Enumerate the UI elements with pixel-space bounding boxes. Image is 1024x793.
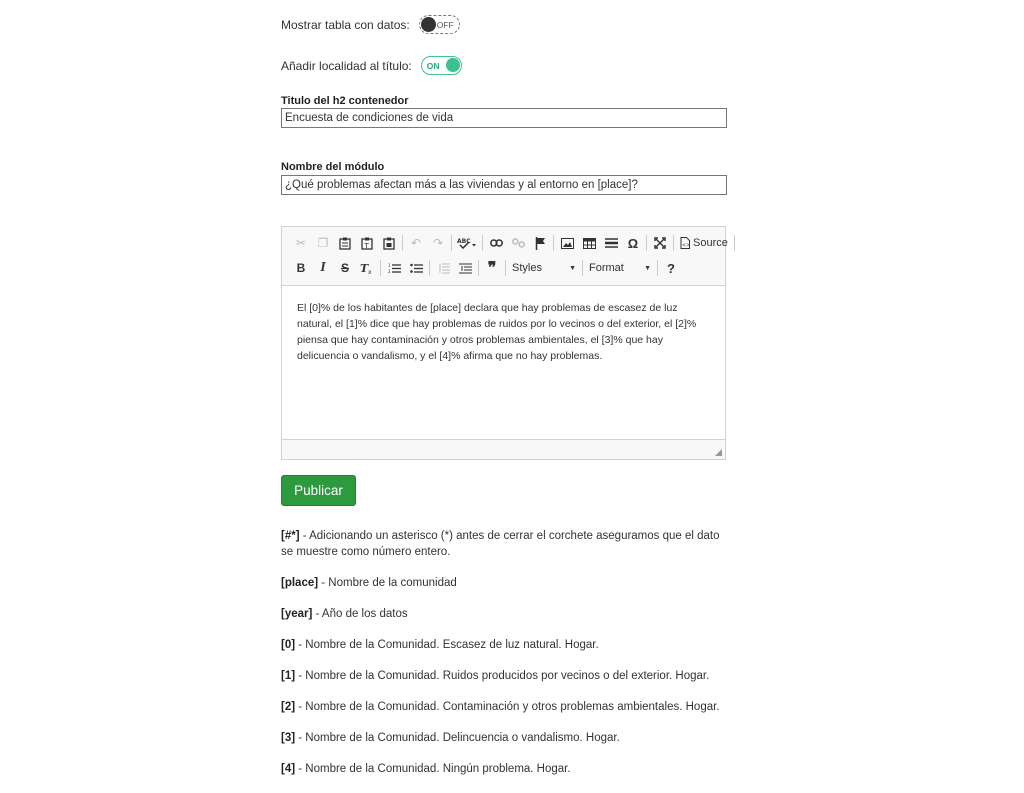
toolbar-separator (402, 235, 403, 251)
toolbar-separator (673, 235, 674, 251)
styles-label: Styles (512, 262, 542, 274)
toolbar-separator (505, 260, 506, 276)
legend-item (281, 529, 727, 560)
legend-key: [4] (281, 762, 296, 775)
source-icon (680, 237, 690, 249)
image-icon[interactable] (556, 232, 578, 254)
h2-title-input[interactable] (281, 108, 727, 128)
toolbar-separator (429, 260, 430, 276)
strike-button[interactable]: S (340, 261, 349, 275)
format-dropdown[interactable] (585, 258, 655, 278)
toolbar-separator (734, 235, 735, 251)
legend-item (281, 669, 727, 685)
show-table-row (281, 15, 460, 34)
legend-key: [1] (281, 669, 296, 682)
anchor-flag-icon[interactable] (529, 232, 551, 254)
svg-text:x: x (368, 269, 372, 274)
help-button[interactable]: ? (667, 260, 675, 276)
legend-key: [#*] (281, 530, 300, 542)
h2-title-label: Titulo del h2 contenedor (281, 95, 409, 107)
legend-item (281, 638, 727, 654)
paste-icon[interactable] (334, 232, 356, 254)
source-button[interactable] (676, 232, 732, 254)
bulleted-list-icon[interactable] (405, 257, 427, 279)
legend-text: - Nombre de la Comunidad. Contaminación y otros problemas ambientales. Hogar. (295, 700, 720, 713)
editor-toolbar (282, 227, 728, 286)
table-icon[interactable] (578, 232, 600, 254)
legend-item (281, 700, 727, 716)
unlink-icon[interactable] (507, 232, 529, 254)
redo-icon[interactable]: ↷ (432, 236, 444, 250)
copy-icon[interactable]: ❐ (317, 236, 329, 250)
add-locality-toggle[interactable] (421, 56, 462, 75)
svg-text:2: 2 (387, 268, 391, 274)
placeholder-legend (281, 529, 727, 793)
link-icon[interactable] (485, 232, 507, 254)
legend-text: - Nombre de la Comunidad. Escasez de luz natural. Hogar. (295, 638, 599, 651)
editor-status-bar (282, 439, 725, 459)
legend-text: - Nombre de la comunidad (318, 576, 457, 589)
toolbar-separator (657, 260, 658, 276)
add-locality-row (281, 56, 462, 75)
paste-word-icon[interactable] (378, 232, 400, 254)
svg-text:T: T (360, 262, 369, 274)
legend-key: [year] (281, 607, 313, 620)
toolbar-separator (380, 260, 381, 276)
publish-button[interactable]: Publicar (281, 475, 356, 506)
chevron-down-icon: ▼ (644, 264, 651, 272)
maximize-icon[interactable] (649, 232, 671, 254)
toolbar-separator (478, 260, 479, 276)
toolbar-separator (482, 235, 483, 251)
bold-button[interactable]: B (296, 261, 306, 275)
module-name-label: Nombre del módulo (281, 161, 385, 173)
legend-item (281, 607, 727, 623)
spellcheck-icon[interactable] (454, 232, 480, 254)
rich-text-editor (281, 226, 726, 460)
italic-button[interactable]: I (320, 260, 326, 275)
svg-text:ABC: ABC (457, 238, 471, 245)
format-label: Format (589, 262, 624, 274)
blockquote-icon[interactable]: ❞ (487, 260, 497, 277)
toolbar-separator (553, 235, 554, 251)
outdent-icon[interactable] (432, 257, 454, 279)
toggle-state-text: OFF (436, 20, 454, 30)
show-table-label: Mostrar tabla con datos: (281, 17, 410, 32)
source-label: Source (693, 237, 728, 249)
legend-text: - Nombre de la Comunidad. Ruidos producidos por vecinos o del exterior. Hogar. (295, 669, 710, 682)
toggle-state-text: ON (426, 61, 440, 71)
legend-key: [3] (281, 731, 296, 744)
special-char-icon[interactable]: Ω (627, 235, 639, 251)
chevron-down-icon: ▼ (569, 264, 576, 272)
toolbar-separator (451, 235, 452, 251)
toolbar-row-2 (290, 256, 682, 280)
legend-text: - Año de los datos (312, 607, 408, 620)
resize-handle-icon[interactable] (715, 449, 722, 456)
legend-key: [place] (281, 576, 319, 589)
module-name-input[interactable] (281, 175, 727, 195)
legend-key: [0] (281, 638, 296, 651)
horizontal-rule-icon[interactable] (600, 232, 622, 254)
legend-text: - Adicionando un asterisco (*) antes de cerrar el corchete aseguramos que el dato se muestre como número entero. (281, 530, 720, 558)
toggle-knob (446, 58, 460, 72)
svg-text:T: T (364, 241, 369, 250)
styles-dropdown[interactable] (508, 258, 580, 278)
editor-content[interactable]: El [0]% de los habitantes de [place] declara que hay problemas de escasez de luz natural, el [1]% dice que hay problemas de ruidos por lo vecinos o del exterior, el [2]% piensa que hay contaminación y otros problemas ambientales, el [3]% que hay delicuencia o vandalismo, y el [4]% afirma que no hay problemas. (297, 302, 697, 362)
indent-icon[interactable] (454, 257, 476, 279)
toolbar-row-1 (290, 231, 737, 255)
paste-text-icon[interactable] (356, 232, 378, 254)
legend-text: - Nombre de la Comunidad. Delincuencia o vandalismo. Hogar. (295, 731, 620, 744)
toolbar-separator (582, 260, 583, 276)
remove-format-icon[interactable] (356, 257, 378, 279)
toggle-knob (421, 17, 436, 32)
legend-item (281, 762, 727, 778)
legend-item (281, 731, 727, 747)
cut-icon[interactable]: ✂ (295, 236, 307, 250)
legend-key: [2] (281, 700, 296, 713)
toolbar-separator (646, 235, 647, 251)
legend-item (281, 576, 727, 592)
svg-text:<>: <> (682, 242, 690, 249)
svg-text:1: 1 (387, 262, 391, 268)
numbered-list-icon[interactable] (383, 257, 405, 279)
legend-text: - Nombre de la Comunidad. Ningún problema. Hogar. (295, 762, 571, 775)
undo-icon[interactable]: ↶ (410, 236, 422, 250)
show-table-toggle[interactable] (419, 15, 460, 34)
add-locality-label: Añadir localidad al título: (281, 58, 412, 73)
